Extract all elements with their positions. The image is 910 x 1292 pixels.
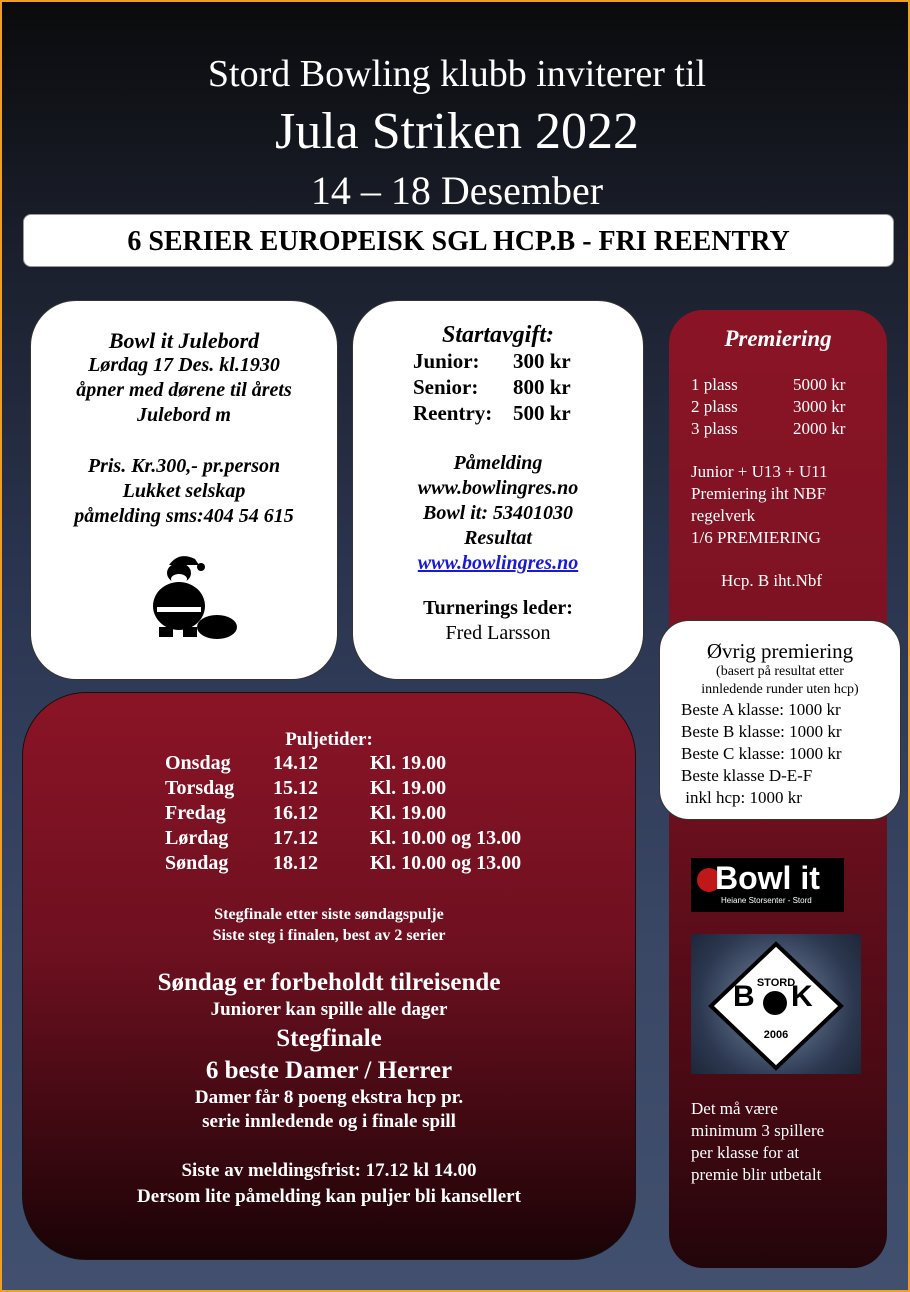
other-prizes-sub2: innledende runder uten hcp): [701, 682, 859, 697]
fee-row-junior: Junior: 300 kr: [413, 349, 571, 373]
result-title: Resultat: [464, 527, 532, 549]
result-link[interactable]: www.bowlingres.no: [417, 552, 579, 574]
format-banner: 6 SERIER EUROPEISK SGL HCP.B - FRI REENTRY: [23, 214, 894, 267]
julebord-price: Pris. Kr.300,- pr.person: [87, 455, 281, 477]
schedule-note2: Siste steg i finalen, best av 2 serier: [212, 927, 446, 944]
header-title: Jula Striken 2022: [275, 103, 639, 160]
bottom-line4: premie blir utbetalt: [691, 1165, 822, 1184]
best6-title: 6 beste Damer / Herrer: [205, 1057, 453, 1084]
fee-row-reentry: Reentry: 500 kr: [413, 401, 571, 425]
header-dates: 14 – 18 Desember: [310, 168, 604, 213]
other-prizes-box: [659, 620, 901, 820]
bowling-ball-icon: [763, 991, 787, 1015]
santa-figure-icon: [139, 551, 239, 641]
other-prize-d1: Beste klasse D-E-F: [681, 766, 813, 785]
julebord-title: Bowl it Julebord: [108, 328, 260, 353]
junior-line4: 1/6 PREMIERING: [691, 528, 821, 547]
schedule-row: Torsdag 15.12 Kl. 19.00: [165, 777, 447, 799]
ladies-line2: serie innledende og i finale spill: [202, 1111, 456, 1132]
other-prize-c: Beste C klasse: 1000 kr: [681, 744, 842, 763]
deadline-note: Siste av meldingsfrist: 17.12 kl 14.00: [181, 1160, 477, 1181]
other-prize-b: Beste B klasse: 1000 kr: [681, 722, 842, 741]
schedule-row: Lørdag 17.12 Kl. 10.00 og 13.00: [165, 827, 522, 849]
bottom-line2: minimum 3 spillere: [691, 1121, 825, 1140]
other-prizes-title: Øvrig premiering: [706, 639, 854, 663]
other-prize-d2: inkl hcp: 1000 kr: [681, 788, 802, 807]
sunday-note: Søndag er forbeholdt tilreisende: [157, 969, 501, 996]
bowlit-logo: Bowl it Heiane Storsenter - Stord: [691, 858, 844, 912]
hcp-note: Hcp. B iht.Nbf: [721, 571, 823, 590]
leader-title: Turnerings leder:: [423, 597, 573, 619]
julebord-closed: Lukket selskap: [122, 480, 246, 502]
header-line1: Stord Bowling klubb inviterer til: [207, 53, 707, 95]
juniors-note: Juniorer kan spille alle dager: [210, 999, 448, 1020]
cancel-note: Dersom lite påmelding kan puljer bli kansellert: [137, 1186, 521, 1207]
signup-phone: Bowl it: 53401030: [422, 502, 573, 524]
schedule-row: Fredag 16.12 Kl. 19.00: [165, 802, 447, 824]
schedule-row: Søndag 18.12 Kl. 10.00 og 13.00: [165, 852, 522, 874]
schedule-box: [22, 692, 636, 1260]
signup-web: www.bowlingres.no: [417, 477, 579, 499]
julebord-line3: Julebord m: [137, 404, 231, 426]
stord-bk-logo: STORD B K 2006: [691, 934, 861, 1074]
junior-line1: Junior + U13 + U11: [691, 462, 828, 481]
prize-row-1: 1 plass 5000 kr: [691, 375, 846, 394]
julebord-line1: Lørdag 17 Des. kl.1930: [88, 354, 280, 376]
bottom-line3: per klasse for at: [691, 1143, 800, 1162]
julebord-box: [30, 300, 338, 680]
julebord-signup: påmelding sms:404 54 615: [74, 505, 294, 527]
ladies-line1: Damer får 8 poeng ekstra hcp pr.: [194, 1087, 464, 1108]
bottom-line1: Det må være: [691, 1099, 778, 1118]
prize-row-2: 2 plass 3000 kr: [691, 397, 846, 416]
signup-title: Påmelding: [453, 452, 543, 474]
prizes-title: Premiering: [724, 326, 832, 351]
other-prizes-sub1: (basert på resultat etter: [716, 664, 844, 679]
schedule-note1: Stegfinale etter siste søndagspulje: [214, 906, 444, 923]
julebord-line2: åpner med dørene til årets: [76, 379, 292, 401]
junior-line2: Premiering iht NBF: [691, 484, 827, 503]
junior-line3: regelverk: [691, 506, 756, 525]
fee-row-senior: Senior: 800 kr: [413, 375, 571, 399]
fees-title: Startavgift:: [442, 322, 554, 348]
other-prize-a: Beste A klasse: 1000 kr: [681, 700, 841, 719]
schedule-row: Onsdag 14.12 Kl. 19.00: [165, 752, 447, 774]
fees-box: [352, 300, 644, 680]
prize-row-3: 3 plass 2000 kr: [691, 419, 846, 438]
stegfinale-title: Stegfinale: [276, 1025, 382, 1052]
schedule-title: Puljetider:: [285, 729, 373, 750]
leader-name: Fred Larsson: [445, 622, 551, 644]
